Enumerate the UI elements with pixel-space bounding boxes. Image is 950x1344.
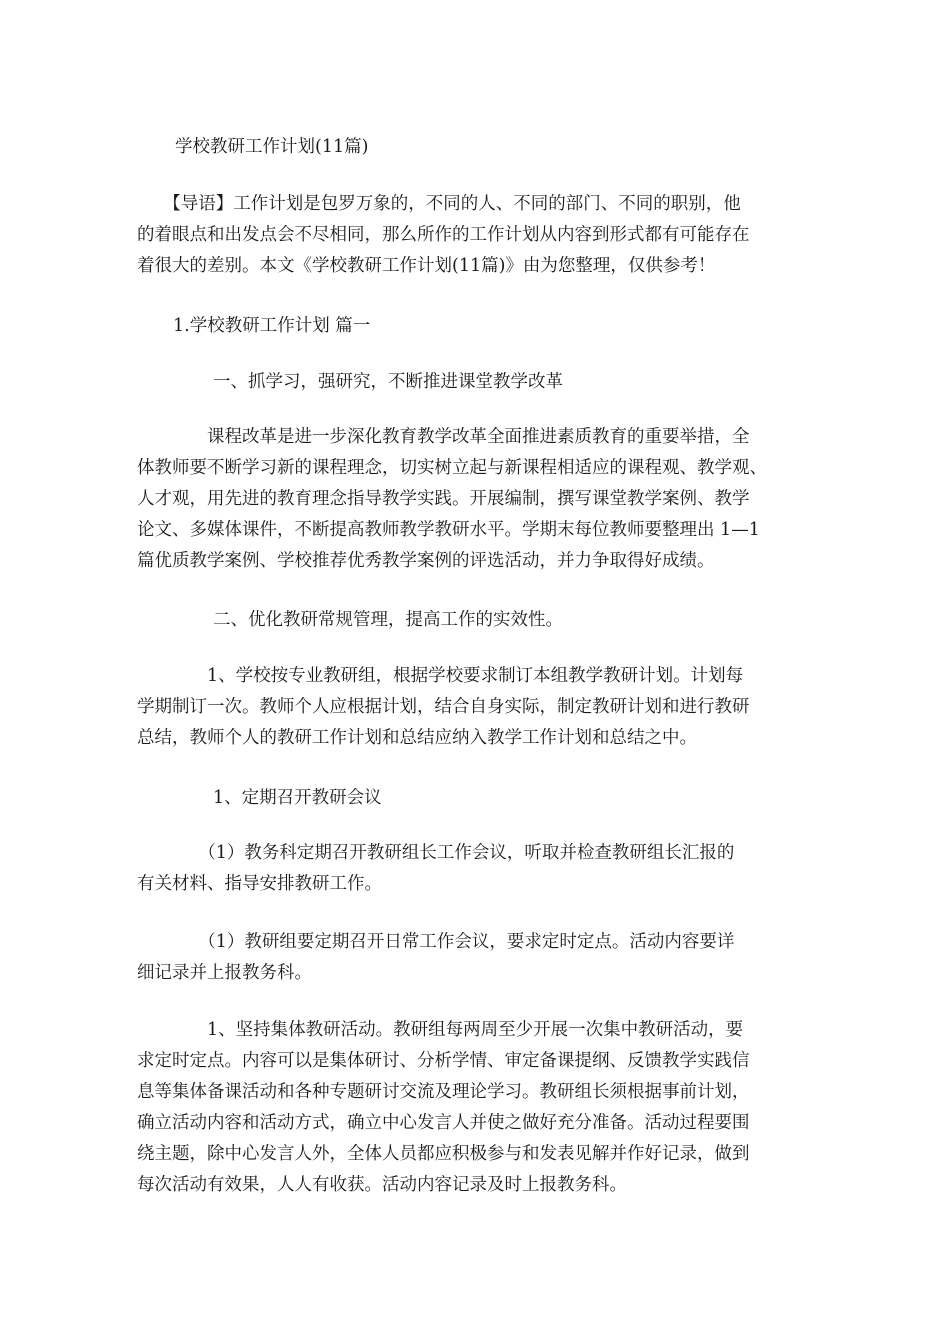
text-line: （1）教务科定期召开教研组长工作会议，听取并检查教研组长汇报的 [137, 843, 735, 863]
text-line: 有关材料、指导安排教研工作。 [137, 874, 382, 894]
text-line: 总结，教师个人的教研工作计划和总结应纳入教学工作计划和总结之中。 [137, 728, 697, 748]
subheading-part2 [213, 605, 903, 636]
text-line: 1、学校按专业教研组，根据学校要求制订本组教学教研计划。计划每 [137, 666, 744, 686]
subheading-meeting [213, 783, 903, 814]
subheading-part1 [213, 367, 903, 398]
intro-paragraph [137, 189, 827, 282]
text-line: 篇优质教学案例、学校推荐优秀教学案例的评选活动，并力争取得好成绩。 [137, 551, 715, 571]
heading-text: 一、抓学习，强研究，不断推进课堂教学改革 [213, 372, 563, 392]
heading-text: 1、定期召开教研会议 [213, 788, 382, 808]
paragraph [137, 661, 827, 754]
text-line: 绕主题，除中心发言人外，全体人员都应积极参与和发表见解并作好记录，做到 [137, 1144, 750, 1164]
text-line: 体教师要不断学习新的课程理念，切实树立起与新课程相适应的课程观、教学观、 [137, 458, 767, 478]
text-line: 论文、多媒体课件，不断提高教师教学教研水平。学期末每位教师要整理出 1—1 [137, 520, 760, 540]
text-line: （1）教研组要定期召开日常工作会议，要求定时定点。活动内容要详 [137, 932, 735, 952]
document-title [175, 132, 865, 163]
section-heading [173, 311, 863, 342]
text-line: 着很大的差别。本文《学校教研工作计划(11篇)》由为您整理，仅供参考！ [137, 256, 716, 276]
text-line: 1、坚持集体教研活动。教研组每两周至少开展一次集中教研活动，要 [137, 1020, 744, 1040]
text-line: 每次活动有效果，人人有收获。活动内容记录及时上报教务科。 [137, 1175, 627, 1195]
text-line: 求定时定点。内容可以是集体研讨、分析学情、审定备课提纲、反馈教学实践信 [137, 1051, 750, 1071]
text-line: 细记录并上报教务科。 [137, 963, 312, 983]
text-line: 确立活动内容和活动方式，确立中心发言人并使之做好充分准备。活动过程要围 [137, 1113, 750, 1133]
text-line: 课程改革是进一步深化教育教学改革全面推进素质教育的重要举措，全 [137, 427, 750, 447]
text-line: 的着眼点和出发点会不尽相同，那么所作的工作计划从内容到形式都有可能存在 [137, 225, 750, 245]
heading-text: 二、优化教研常规管理，提高工作的实效性。 [213, 610, 563, 630]
paragraph [137, 1015, 827, 1201]
text-line: 息等集体备课活动和各种专题研讨交流及理论学习。教研组长须根据事前计划， [137, 1082, 750, 1102]
paragraph [137, 838, 827, 900]
text-line: 【导语】工作计划是包罗万象的，不同的人、不同的部门、不同的职别，他 [137, 194, 741, 214]
paragraph [137, 422, 827, 577]
title-text: 学校教研工作计划(11篇) [175, 137, 369, 157]
text-line: 人才观，用先进的教育理念指导教学实践。开展编制，撰写课堂教学案例、教学 [137, 489, 750, 509]
paragraph [137, 927, 827, 989]
text-line: 学期制订一次。教师个人应根据计划，结合自身实际，制定教研计划和进行教研 [137, 697, 750, 717]
heading-text: 1.学校教研工作计划 篇一 [173, 316, 371, 336]
